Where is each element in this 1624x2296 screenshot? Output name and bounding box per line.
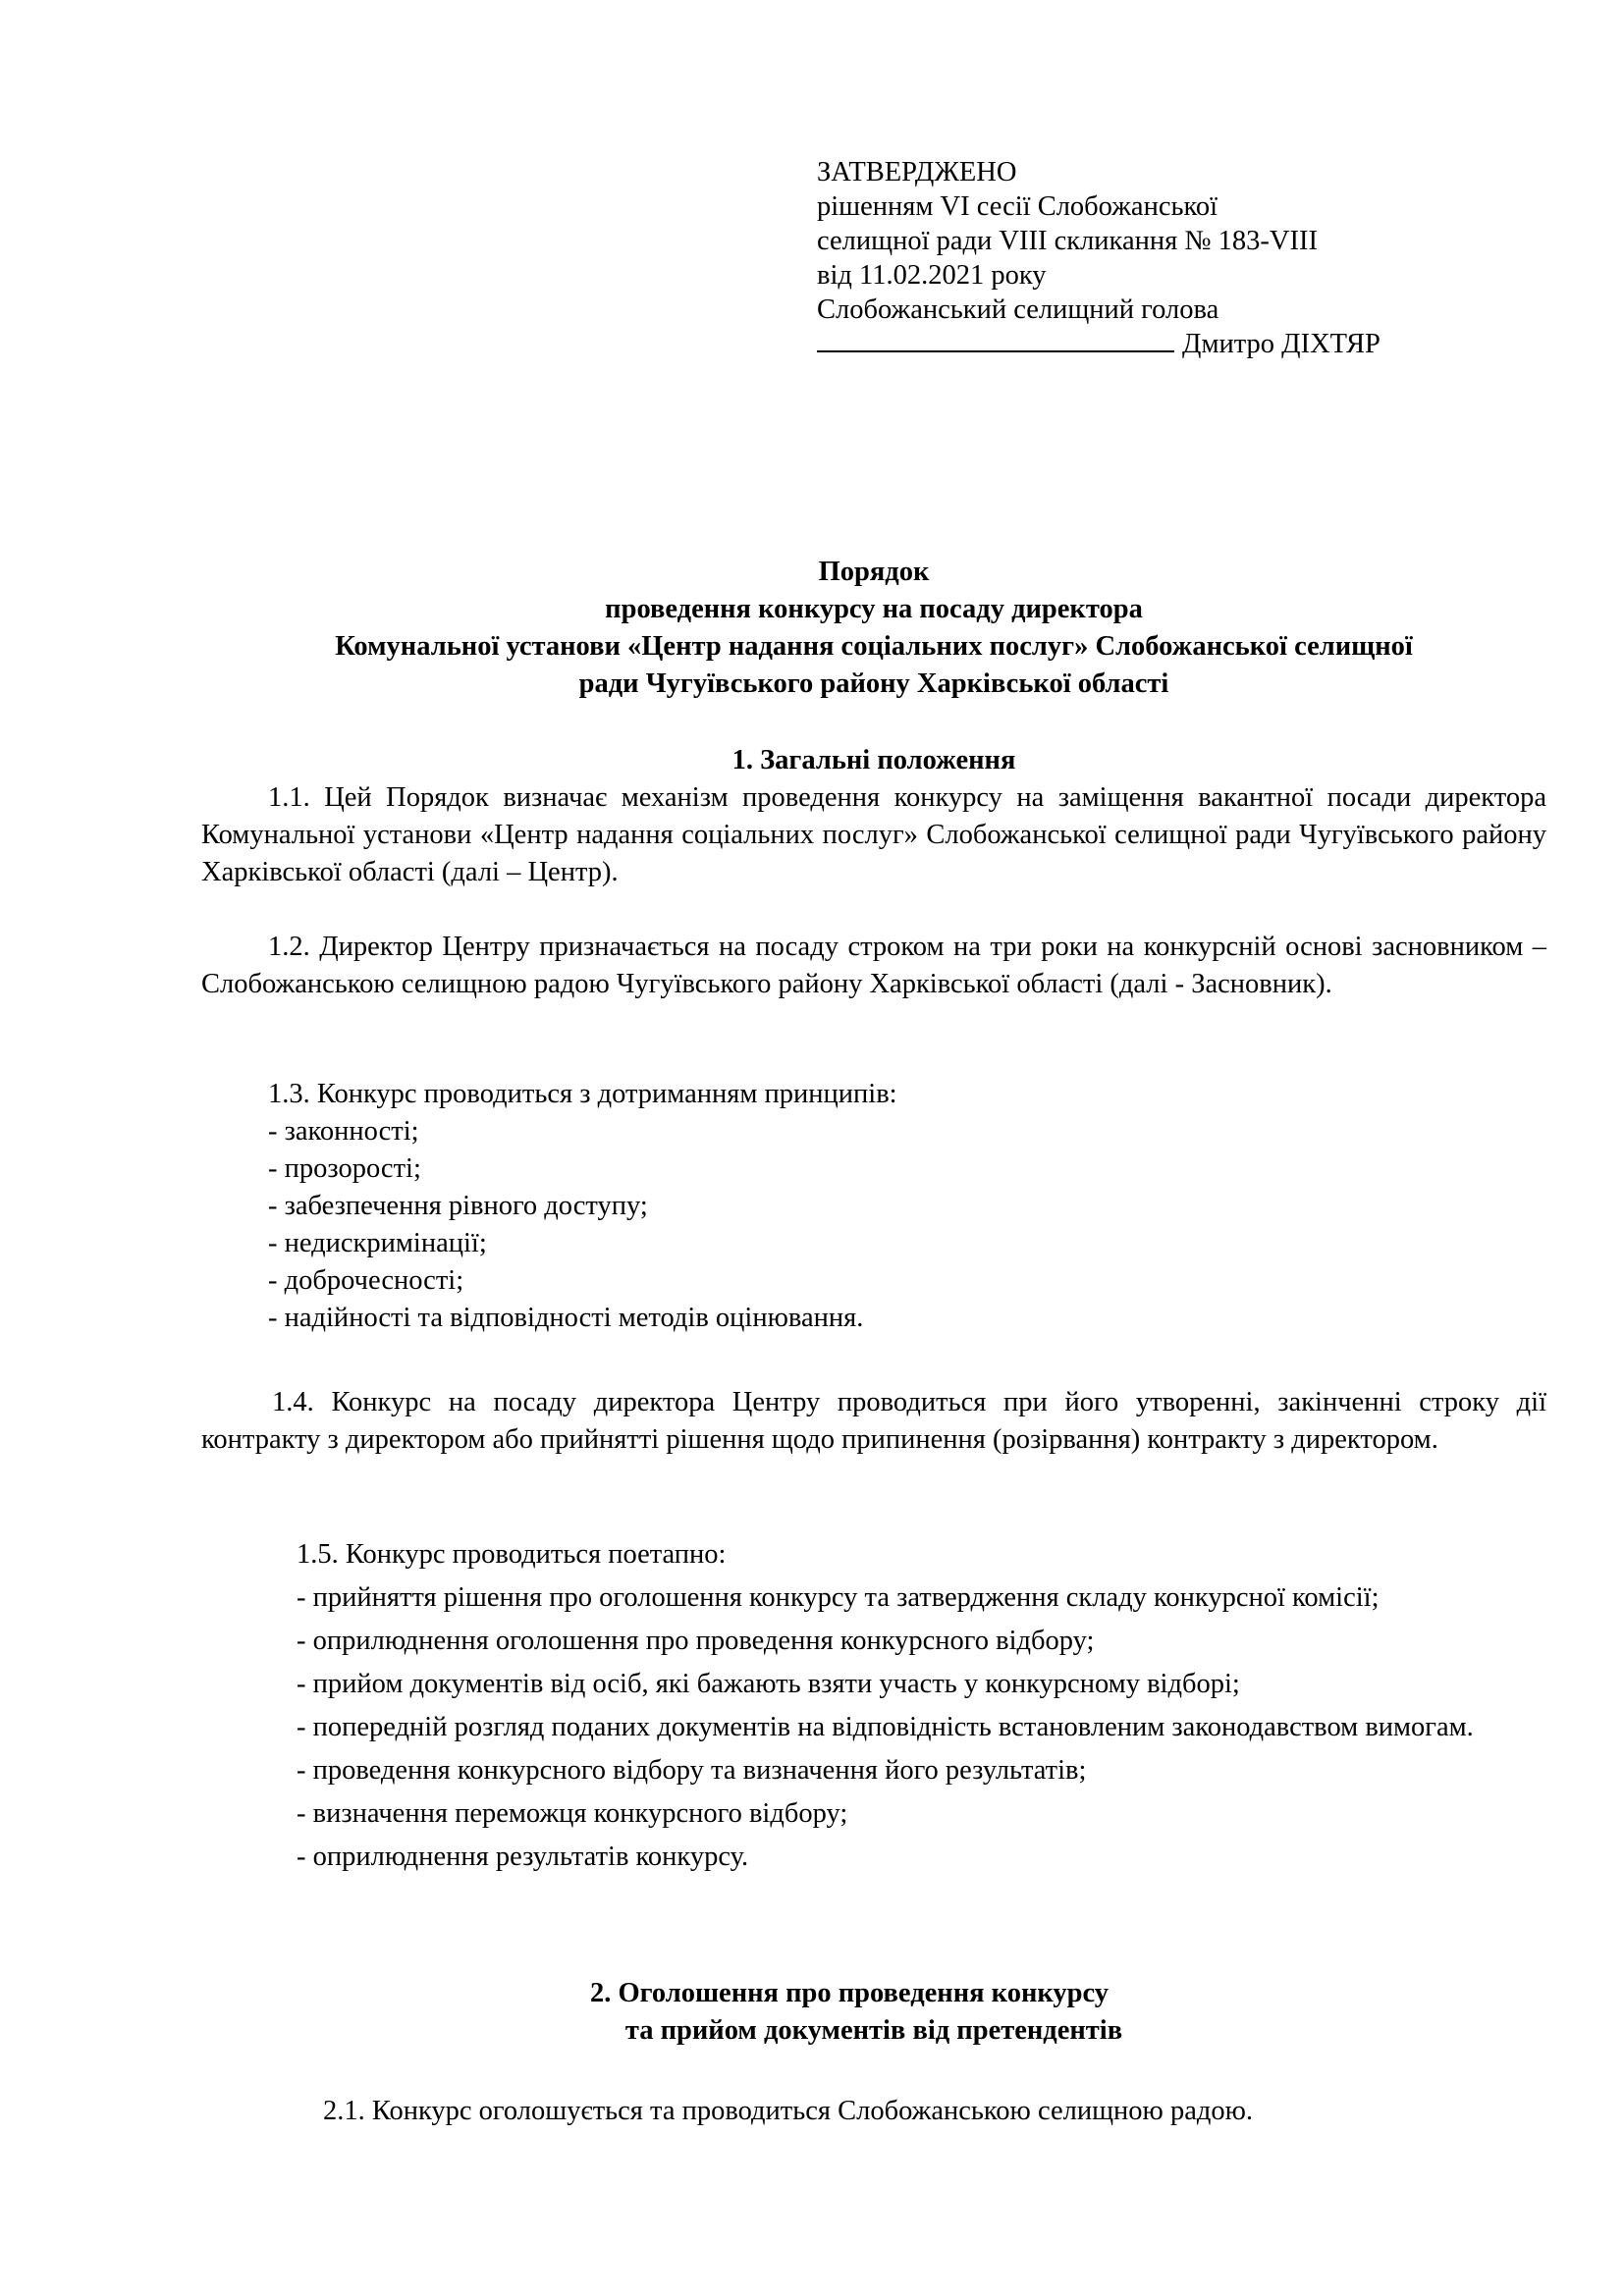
list-item: - недискримінації; [268,1228,487,1258]
list-item: - прозорості; [268,1153,421,1184]
list-item: - оприлюднення оголошення про проведення конкурсного відбору; [297,1626,1095,1656]
title-line: Комунальної установи «Центр надання соціальних послуг» Слобожанської селищної [335,631,1413,662]
list-item: - прийом документів від осіб, які бажають взяти участь у конкурсному відборі; [297,1669,1240,1699]
title-line: Порядок [818,557,930,587]
section-2-heading-line2: та прийом документів від претендентів [624,2015,1123,2046]
signatory-name: Дмитро ДІХТЯР [1182,329,1380,359]
section-1-heading: 1. Загальні положення [731,745,1016,775]
paragraph-1-4-block [201,1384,1546,1459]
approval-stamp [817,155,1504,361]
title-line: ради Чугуївського району Харківської області [578,668,1169,699]
paragraph-1-2: 1.2. Директор Центру призначається на посаду строком на три роки на конкурсній основі засновником – Слобожанською селищною радою Чугуївського району Харківської області (далі - Засновник). [201,932,1546,999]
section-2 [201,1975,1546,2050]
paragraph-2-1: 2.1. Конкурс оголошується та проводиться Слобожанською селищною радою. [323,2096,1254,2126]
list-item: - визначення переможця конкурсного відбору; [297,1798,848,1829]
paragraph-1-5-block [201,1533,1546,1879]
document-title [201,554,1546,703]
paragraph-1-1: 1.1. Цей Порядок визначає механізм проведення конкурсу на заміщення вакантної посади директора Комунальної установи «Центр надання соціальних послуг» Слобожанської селищної ради Чугуївського району Харківської області (далі – Центр). [201,782,1546,887]
list-item: - надійності та відповідності методів оцінювання. [268,1303,864,1333]
list-item: - законності; [268,1116,419,1147]
paragraph-1-2-block [201,929,1546,1003]
section-2-heading-line1: 2. Оголошення про проведення конкурсу [589,1978,1110,2008]
list-item: - доброчесності; [268,1265,464,1296]
section-1 [201,742,1546,891]
stages-intro: 1.5. Конкурс проводиться поетапно: [297,1539,727,1570]
approval-date: від 11.02.2021 року [817,260,1047,291]
approval-signature-row [817,327,1504,361]
paragraph-1-3-block [201,1076,1546,1337]
title-line: проведення конкурсу на посаду директора [605,594,1143,624]
list-item: - попередній розгляд поданих документів на відповідність встановленим законодавством вимогам. [297,1712,1474,1742]
list-item: - оприлюднення результатів конкурсу. [297,1842,749,1872]
paragraph-1-4: 1.4. Конкурс на посаду директора Центру проводиться при його утворенні, закінченні строку дії контракту з директором або прийнятті рішення щодо припинення (розірвання) контракту з директором. [201,1387,1546,1455]
list-item: - забезпечення рівного доступу; [268,1191,648,1221]
signature-line [817,329,1174,352]
approval-decision: рішенням VI сесії Слобожанської [817,191,1218,222]
principles-list [201,1076,1546,1337]
approval-council: селищної ради VIII скликання № 183-VIII [817,226,1318,256]
approval-position: Слобожанський селищний голова [817,294,1219,325]
approval-heading: ЗАТВЕРДЖЕНО [817,157,1017,187]
paragraph-2-1-block [201,2093,1546,2130]
principles-intro: 1.3. Конкурс проводиться з дотриманням принципів: [268,1079,897,1109]
list-item: - проведення конкурсного відбору та визначення його результатів; [297,1755,1087,1786]
list-item: - прийняття рішення про оголошення конкурсу та затвердження складу конкурсної комісії; [297,1582,1380,1613]
